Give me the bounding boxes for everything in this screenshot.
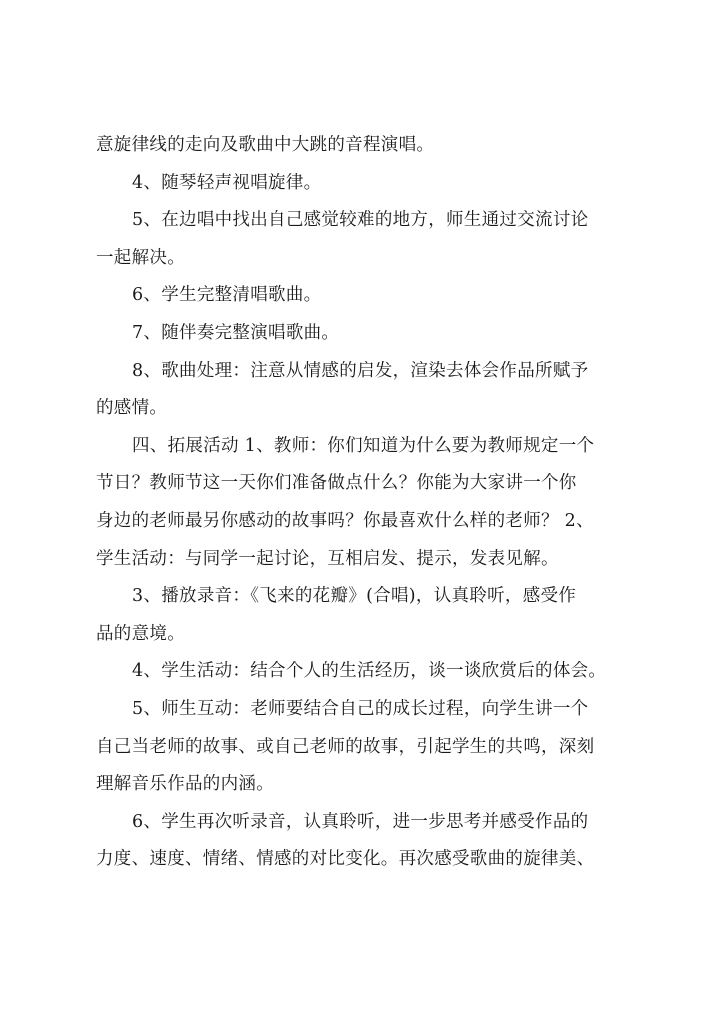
text-line: 4、随琴轻声视唱旋律。 xyxy=(132,172,322,193)
text-line: 力度、速度、情绪、情感的对比变化。再次感受歌曲的旋律美、 xyxy=(96,849,595,870)
text-line: 学生活动：与同学一起讨论，互相启发、提示，发表见解。 xyxy=(96,548,559,569)
text-line: 5、师生互动：老师要结合自己的成长过程，向学生讲一个 xyxy=(132,698,589,719)
text-line: 7、随伴奏完整演唱歌曲。 xyxy=(132,322,340,343)
text-line: 理解音乐作品的内涵。 xyxy=(96,774,274,795)
text-line: 3、播放录音：《飞来的花瓣》(合唱)，认真聆听，感受作 xyxy=(132,586,577,607)
document-body-text xyxy=(96,127,636,879)
text-line: 节日？教师节这一天你们准备做点什么？你能为大家讲一个你 xyxy=(96,473,577,494)
text-line: 品的意境。 xyxy=(96,623,185,644)
text-line: 自己当老师的故事、或自己老师的故事，引起学生的共鸣，深刻 xyxy=(96,736,595,757)
text-line: 四、拓展活动 1、教师：你们知道为什么要为教师规定一个 xyxy=(132,435,595,456)
text-line: 一起解决。 xyxy=(96,247,185,268)
text-line: 4、学生活动：结合个人的生活经历，谈一谈欣赏后的体会。 xyxy=(132,661,607,682)
text-line: 6、学生再次听录音，认真聆听，进一步思考并感受作品的 xyxy=(132,811,589,832)
text-line: 6、学生完整清唱歌曲。 xyxy=(132,285,322,306)
text-line: 8、歌曲处理：注意从情感的启发，渲染去体会作品所赋予 xyxy=(132,360,589,381)
text-line: 5、在边唱中找出自己感觉较难的地方，师生通过交流讨论 xyxy=(132,210,589,231)
text-line: 意旋律线的走向及歌曲中大跳的音程演唱。 xyxy=(96,135,435,155)
text-line: 身边的老师最另你感动的故事吗？你最喜欢什么样的老师？ 2、 xyxy=(96,510,594,531)
text-line: 的感情。 xyxy=(96,398,168,419)
